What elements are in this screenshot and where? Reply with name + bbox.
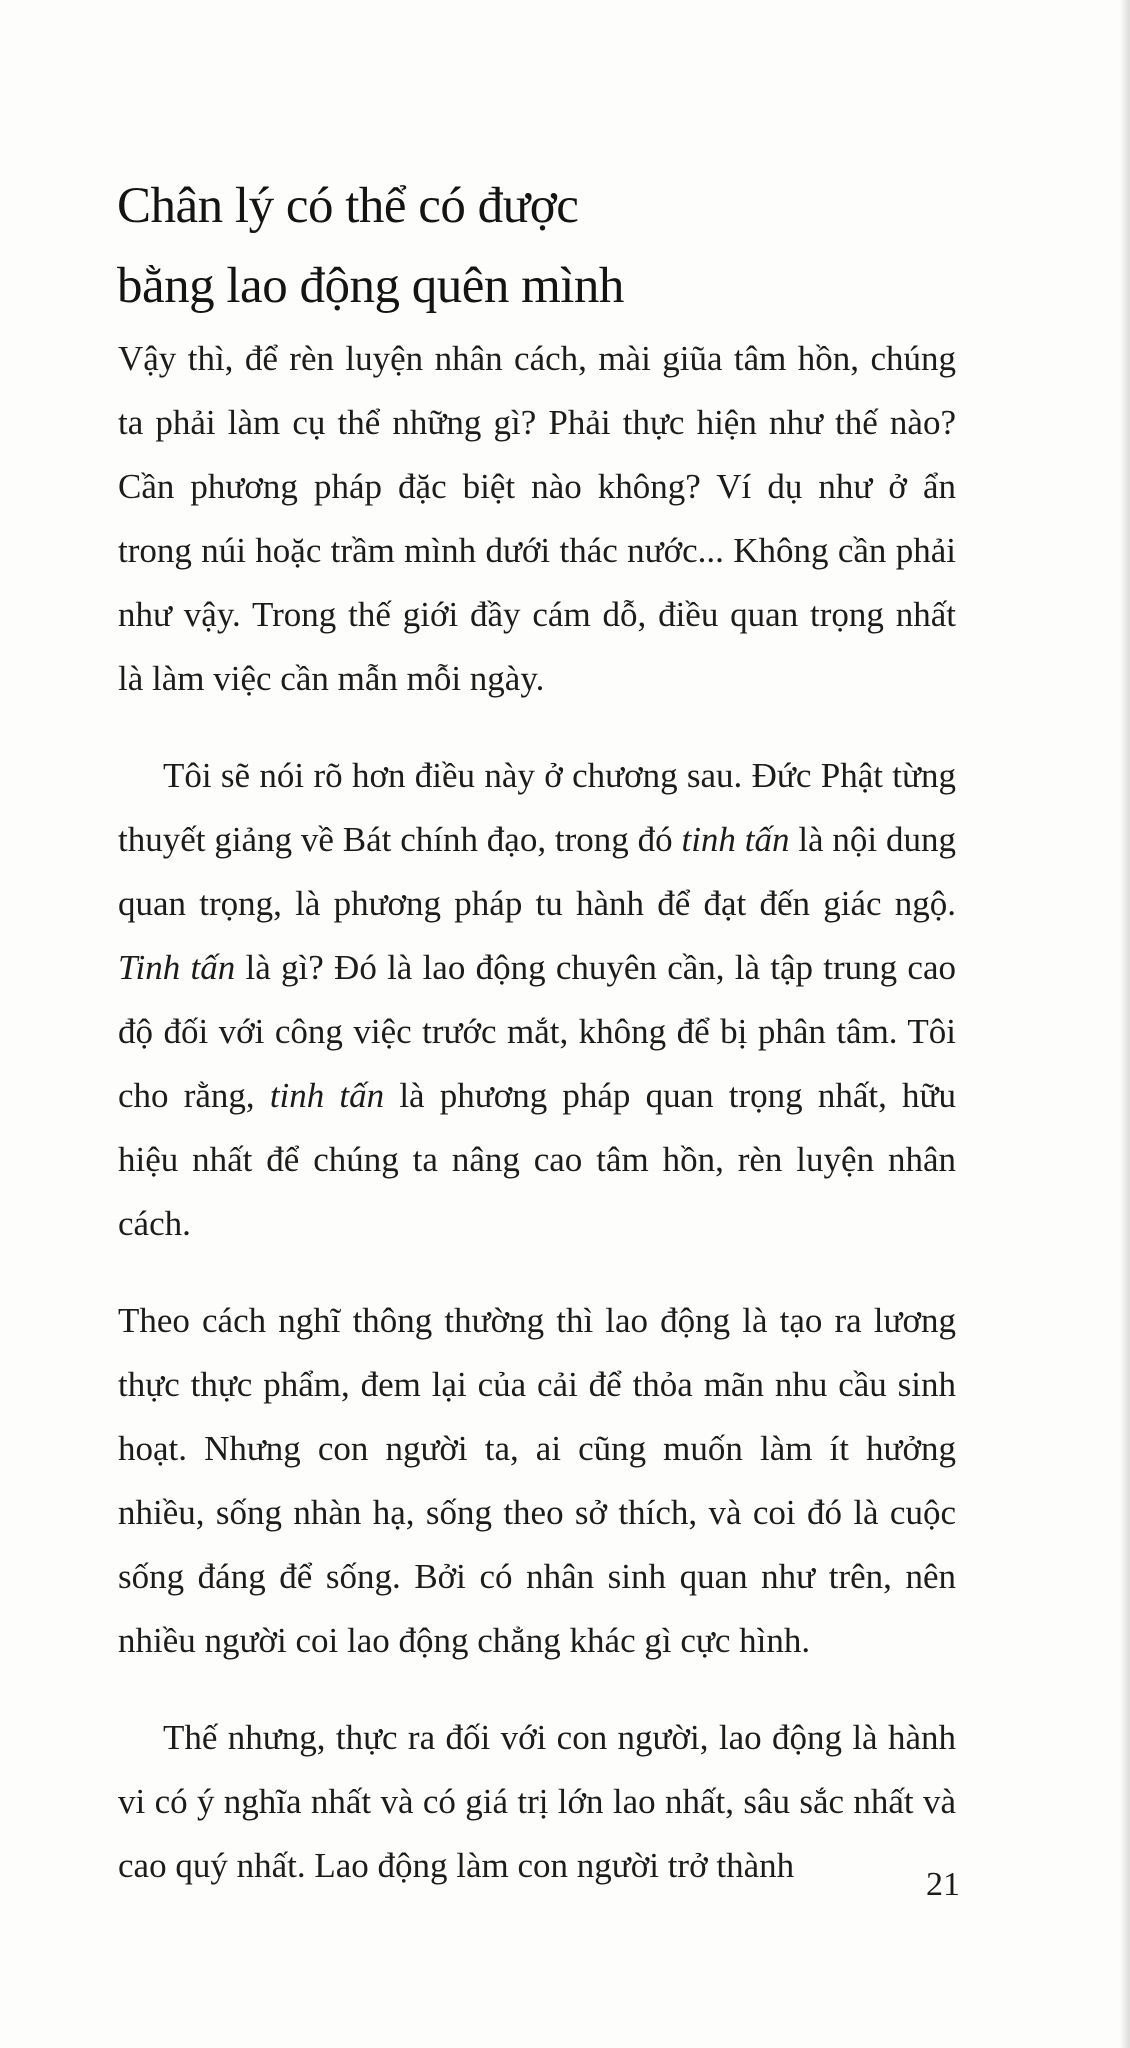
paragraph-4: Thế nhưng, thực ra đối với con người, lao động là hành vi có ý nghĩa nhất và có giá trị lớn lao nhất, sâu sắc nhất và cao quý nhất. Lao động làm con người trở thành (118, 1718, 956, 1885)
section-heading (117, 166, 1017, 326)
paragraph-3: Theo cách nghĩ thông thường thì lao động là tạo ra lương thực thực phẩm, đem lại của cải để thỏa mãn nhu cầu sinh hoạt. Nhưng con người ta, ai cũng muốn làm ít hưởng nhiều, sống nhàn hạ, sống theo sở thích, và coi đó là cuộc sống đáng để sống. Bởi có nhân sinh quan như trên, nên nhiều người coi lao động chẳng khác gì cực hình. (118, 1301, 956, 1660)
section-heading-line-1: Chân lý có thể có được (117, 178, 579, 234)
paragraph-2-italic-term-2: Tinh tấn (118, 948, 236, 987)
paragraph-1: Vậy thì, để rèn luyện nhân cách, mài giũa tâm hồn, chúng ta phải làm cụ thể những gì? Phải thực hiện như thế nào? Cần phương pháp đặc biệt nào không? Ví dụ như ở ẩn trong núi hoặc trầm mình dưới thác nước... Không cần phải như vậy. Trong thế giới đầy cám dỗ, điều quan trọng nhất là làm việc cần mẫn mỗi ngày. (118, 339, 956, 698)
paragraph-2-italic-term-1: tinh tấn (681, 820, 790, 859)
paragraph-2-text-g: là phương pháp quan trọng nhất, hữu hiệu nhất để chúng ta nâng cao tâm hồn, rèn luyện nhân cách. (118, 1076, 956, 1243)
paragraph-2-text-c: là nội dung quan trọng, là phương pháp tu hành để đạt đến giác ngộ. (118, 820, 956, 923)
paragraph-2-text-a: Tôi sẽ nói rõ hơn điều này ở chương sau. Đức Phật từng thuyết giảng về Bát chính đạo, trong đó (118, 756, 956, 859)
paragraph-2 (118, 744, 956, 1256)
body-text (118, 327, 956, 1898)
page-edge-shadow (1120, 0, 1130, 2048)
paragraph-2-text-e: là gì? Đó là lao động chuyên cần, là tập trung cao độ đối với công việc trước mắt, không để bị phân tâm. Tôi cho rằng, (118, 948, 957, 1115)
section-heading-line-2: bằng lao động quên mình (117, 258, 624, 314)
paragraph-2-italic-term-3: tinh tấn (269, 1076, 385, 1115)
page-number: 21 (926, 1866, 960, 1903)
